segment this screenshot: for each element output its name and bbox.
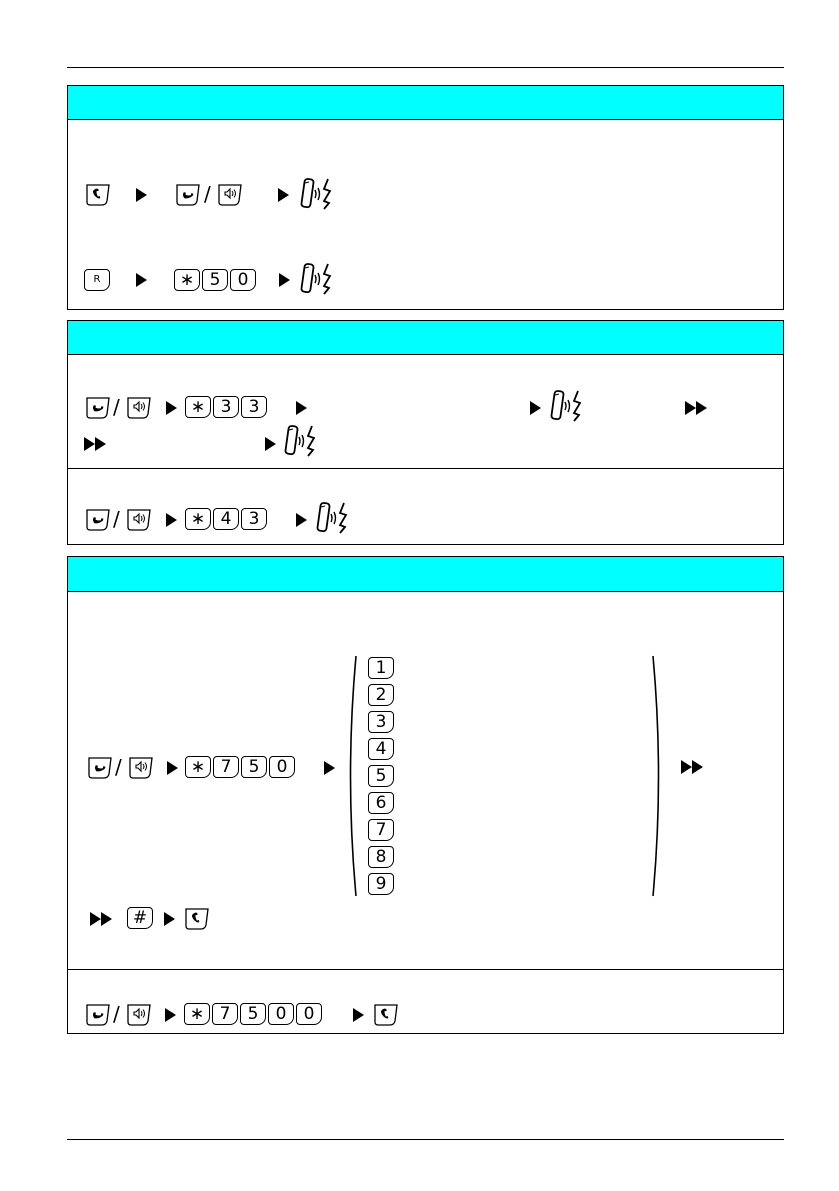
confirmation-tone-icon	[300, 261, 334, 297]
star-key: ∗	[184, 1003, 210, 1025]
section-1-header	[68, 86, 783, 120]
next-step-icon	[164, 912, 175, 926]
or-slash: /	[113, 395, 120, 419]
digit-5-key: 5	[240, 1003, 266, 1025]
digit-5-key: 5	[368, 765, 394, 787]
hang-up-icon	[372, 1003, 400, 1027]
section-3-header	[68, 557, 783, 592]
confirmation-tone-icon	[316, 500, 350, 536]
digit-3-key: 3	[241, 508, 267, 530]
digit-7-key: 7	[368, 819, 394, 841]
digit-2-key: 2	[368, 684, 394, 706]
next-step-icon	[530, 401, 541, 415]
off-hook-icon	[174, 183, 202, 207]
digit-9-key: 9	[368, 873, 394, 895]
digit-3-key: 3	[213, 396, 239, 418]
left-bracket	[344, 654, 358, 898]
bottom-rule	[67, 1139, 784, 1140]
speakerphone-icon	[125, 396, 153, 420]
digit-7-key: 7	[212, 1003, 238, 1025]
or-slash: /	[113, 1002, 120, 1026]
continue-icon	[84, 437, 112, 451]
speakerphone-icon	[125, 508, 153, 532]
or-slash: /	[204, 182, 211, 206]
next-step-icon	[166, 513, 177, 527]
confirmation-tone-icon	[550, 388, 584, 424]
speakerphone-icon	[125, 1003, 153, 1027]
hang-up-icon	[84, 183, 112, 207]
section-1	[67, 85, 784, 310]
off-hook-icon	[84, 1003, 112, 1027]
speakerphone-icon	[216, 183, 244, 207]
confirmation-tone-icon	[284, 423, 318, 459]
r-key: R	[84, 269, 110, 291]
continue-icon	[681, 760, 709, 774]
star-key: ∗	[174, 269, 200, 291]
digit-6-key: 6	[368, 792, 394, 814]
next-step-icon	[296, 401, 307, 415]
digit-7-key: 7	[213, 756, 239, 778]
digit-3-key: 3	[368, 711, 394, 733]
next-step-icon	[136, 273, 147, 287]
next-step-icon	[296, 513, 307, 527]
digit-1-key: 1	[368, 657, 394, 679]
confirmation-tone-icon	[300, 176, 334, 212]
next-step-icon	[166, 401, 177, 415]
digit-0-key: 0	[268, 1003, 294, 1025]
section-divider	[68, 969, 783, 970]
top-rule	[67, 67, 784, 68]
off-hook-icon	[86, 756, 114, 780]
digit-4-key: 4	[213, 508, 239, 530]
off-hook-icon	[84, 508, 112, 532]
continue-icon	[685, 401, 713, 415]
section-2	[67, 320, 784, 545]
star-key: ∗	[185, 756, 211, 778]
star-key: ∗	[185, 396, 211, 418]
continue-icon	[90, 912, 118, 926]
next-step-icon	[324, 761, 335, 775]
digit-0-key: 0	[296, 1003, 322, 1025]
next-step-icon	[136, 188, 147, 202]
digit-0-key: 0	[230, 269, 256, 291]
next-step-icon	[353, 1008, 364, 1022]
next-step-icon	[167, 761, 178, 775]
speakerphone-icon	[127, 756, 155, 780]
digit-3-key: 3	[241, 396, 267, 418]
hash-key: #	[127, 907, 153, 929]
star-key: ∗	[185, 508, 211, 530]
section-divider	[68, 468, 783, 469]
next-step-icon	[265, 437, 276, 451]
digit-5-key: 5	[202, 269, 228, 291]
next-step-icon	[279, 273, 290, 287]
digit-8-key: 8	[368, 846, 394, 868]
digit-5-key: 5	[241, 756, 267, 778]
next-step-icon	[165, 1008, 176, 1022]
hang-up-icon	[183, 907, 211, 931]
or-slash: /	[115, 755, 122, 779]
section-3	[67, 556, 784, 1034]
digit-0-key: 0	[269, 756, 295, 778]
next-step-icon	[278, 188, 289, 202]
right-bracket	[651, 654, 665, 898]
digit-4-key: 4	[368, 738, 394, 760]
off-hook-icon	[84, 396, 112, 420]
or-slash: /	[113, 507, 120, 531]
section-2-header	[68, 321, 783, 355]
